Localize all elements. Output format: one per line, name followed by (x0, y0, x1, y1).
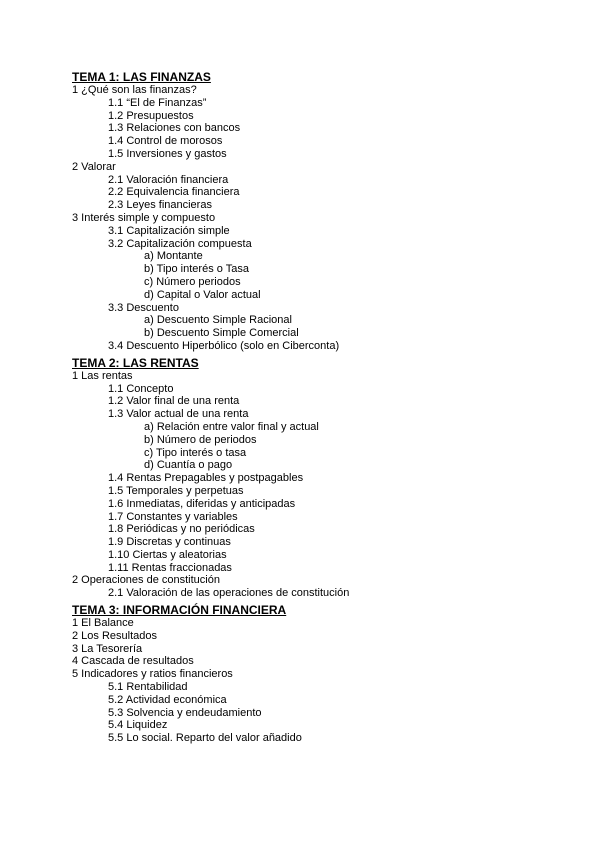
subsection-item: 2.1 Valoración de las operaciones de constitución (108, 587, 350, 600)
subsection-item: 1.11 Rentas fraccionadas (108, 561, 232, 574)
sub-subsection-item: b) Número de periodos (144, 433, 257, 446)
subsection-item: 5.3 Solvencia y endeudamiento (108, 706, 262, 719)
subsection-item: 3.1 Capitalización simple (108, 224, 230, 237)
subsection-item: 5.4 Liquidez (108, 719, 168, 732)
subsection-item: 1.2 Valor final de una renta (108, 395, 240, 408)
subsection-item: 2.1 Valoración financiera (108, 173, 229, 186)
topic-section (72, 357, 572, 600)
subsection-item: 1.8 Periódicas y no periódicas (108, 523, 255, 536)
sub-subsection-item: b) Tipo interés o Tasa (144, 263, 249, 276)
topic-section (72, 604, 572, 745)
section-item: 3 La Tesorería (72, 642, 143, 655)
section-item: 4 Cascada de resultados (72, 655, 194, 668)
topic-title: TEMA 2: LAS RENTAS (72, 355, 199, 370)
topic-title: TEMA 3: INFORMACIÓN FINANCIERA (72, 603, 287, 618)
section-item: 1 Las rentas (72, 369, 133, 382)
subsection-item: 1.1 Concepto (108, 382, 174, 395)
subsection-item: 1.9 Discretas y continuas (108, 536, 231, 549)
subsection-item: 1.3 Valor actual de una renta (108, 408, 249, 421)
subsection-item: 5.1 Rentabilidad (108, 681, 188, 694)
subsection-item: 1.7 Constantes y variables (108, 510, 238, 523)
subsection-item: 2.3 Leyes financieras (108, 199, 212, 212)
sub-subsection-item: c) Número periodos (144, 275, 241, 288)
section-item: 5 Indicadores y ratios financieros (72, 668, 233, 681)
subsection-item: 5.2 Actividad económica (108, 693, 227, 706)
sub-subsection-item: d) Capital o Valor actual (144, 288, 261, 301)
topic-section (72, 71, 572, 353)
section-item: 1 ¿Qué son las finanzas? (72, 84, 197, 96)
subsection-item: 5.5 Lo social. Reparto del valor añadido (108, 732, 302, 745)
subsection-item: 3.2 Capitalización compuesta (108, 237, 252, 250)
sub-subsection-item: a) Relación entre valor final y actual (144, 420, 319, 433)
section-item: 2 Valorar (72, 160, 116, 173)
section-item: 3 Interés simple y compuesto (72, 211, 216, 224)
subsection-item: 1.2 Presupuestos (108, 109, 194, 122)
sub-subsection-item: d) Cuantía o pago (144, 459, 233, 472)
subsection-item: 1.4 Rentas Prepagables y postpagables (108, 472, 304, 485)
subsection-item: 1.6 Inmediatas, diferidas y anticipadas (108, 497, 296, 510)
subsection-item: 3.3 Descuento (108, 301, 179, 314)
subsection-item: 1.3 Relaciones con bancos (108, 122, 241, 135)
sub-subsection-item: a) Descuento Simple Racional (144, 314, 292, 327)
subsection-item: 1.1 “El de Finanzas” (108, 96, 207, 109)
subsection-item: 1.4 Control de morosos (108, 135, 223, 148)
subsection-item: 3.4 Descuento Hiperbólico (solo en Ciberconta) (108, 339, 340, 352)
sub-subsection-item: c) Tipo interés o tasa (144, 446, 247, 459)
syllabus-content (72, 71, 572, 745)
subsection-item: 2.2 Equivalencia financiera (108, 186, 240, 199)
subsection-item: 1.5 Inversiones y gastos (108, 147, 227, 160)
topic-title: TEMA 1: LAS FINANZAS (72, 70, 211, 84)
sub-subsection-item: b) Descuento Simple Comercial (144, 327, 299, 340)
sub-subsection-item: a) Montante (144, 250, 203, 263)
section-item: 2 Los Resultados (72, 629, 157, 642)
subsection-item: 1.10 Ciertas y aleatorias (108, 548, 227, 561)
section-item: 2 Operaciones de constitución (72, 574, 220, 587)
section-item: 1 El Balance (72, 617, 134, 630)
subsection-item: 1.5 Temporales y perpetuas (108, 484, 244, 497)
